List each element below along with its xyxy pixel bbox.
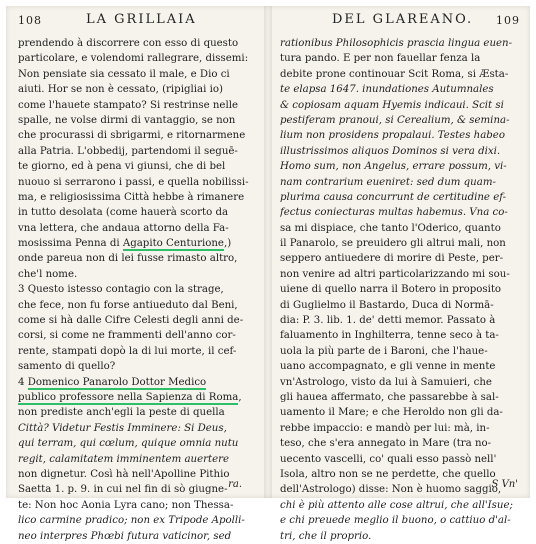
text-line: ma, e religiosissima Città hebbe à rimanere [18,191,245,203]
text-line: onde pareua non di lei fusse rimasto altro, [18,253,238,265]
text-line: te: Non hoc Aonia Lyra cano; non Thessa- [18,499,234,511]
text-line: debite prone continouar Scit Roma, si Æsta- [280,68,509,80]
text-line: & copiosam aquam Hyemis indicaui. Scit si [280,99,504,111]
text-line: dia: P. 3. lib. 1. de' detti memor. Passato à [280,315,496,327]
text-line: nam contrarium eueniret: sed dum quam- [280,176,496,188]
text-line: te giorno, ed à pena vi giunsi, che di bel [18,161,226,173]
text-line [18,390,258,405]
text-line: come si hà dalle Cifre Celesti degli anni de- [18,315,244,327]
text-line: prendendo à discorrere con esso di questo [18,38,239,49]
text-line: te elapsa 1647. inundationes Autumnales [280,84,494,96]
right-page-text [280,36,520,544]
text-line [18,375,258,390]
text-line: non prediste anch'egli la peste di quella [18,407,225,419]
right-page-number: 109 [496,14,520,27]
text-line: pestiferam pranoui, si Cerealium, & semina- [280,114,510,126]
text-line: che fece, non fu forse antiueduto dal Beni, [18,299,238,311]
text-line: in tutto desolata (come hauerà scorto da [18,207,229,219]
text-line: Isola, altro non se ne perdette, che quello [280,468,496,480]
left-page-text [18,36,258,544]
right-page [268,6,530,542]
left-running-head [18,12,258,34]
text-line: tri, che il proprio. [280,530,372,542]
left-page [6,6,268,542]
right-catchword: S Vn' [491,479,518,490]
text-line: nuouo si serrarono i passi, e quella nobilissi- [18,176,249,188]
highlighted-text: publico professore nella Sapienza di Roma [18,391,239,403]
text-line: non venire ad altri particolarizzando mi sou- [280,268,510,280]
right-running-title: DEL GLAREANO. [332,12,474,27]
text-line: rente, stampati dopò la di lui morte, il cef- [18,345,237,357]
text-line: alla Patria. L'obbedij, partendomi il seguē- [18,145,238,157]
text-line: come l'hauete stampato? Si restrinse nelle [18,99,239,111]
text-line: Non pensiate sia cessato il male, e Dio ci [18,68,230,80]
text-line [18,236,258,251]
text-line: Saetta 1. p. 9. in cui nel fin di sò giugne- [18,484,228,496]
text-line: qui terram, qui cœlum, quique omnia nutu [18,438,239,450]
text-line: uiene di quello narra il Botero in proposito [280,284,502,296]
text-line: samento di quello? [18,361,116,373]
text-line: Città? Videtur Festis Imminere: Si Deus, [18,422,227,434]
text-line: e chi preuede meglio il buono, o cattiuo d'al- [280,515,511,527]
text-line: lico carmine pradico; non ex Tripode Apolli- [18,515,245,527]
text-line: spalle, ne volse dirmi di vantaggio, se non [18,114,236,126]
text-line: di Guglielmo il Bastardo, Duca di Normā- [280,299,494,311]
highlighted-text: Domenico Panarolo Dottor Medico [27,376,207,388]
highlighted-text: Agapito Centurione [122,238,224,250]
text-line: uola la più parte de i Baroni, che l'haue- [280,345,488,357]
text-line: plurima causa concurrunt de certitudine ef- [280,191,507,203]
text-line: rationibus Philosophicis prascia lingua euen- [280,38,513,49]
text-line: Homo sum, non Angelus, errare possum, vi- [280,161,507,173]
text-line: rebbe impaccio: e mandò per lui: mà, in- [280,422,490,434]
text-segment: , [238,391,242,403]
left-page-number: 108 [18,14,42,27]
text-line: corsi, si come ne frammenti dell'anno cor- [18,330,236,342]
right-running-head [280,12,520,34]
text-line: uecento vascelli, co' quali esso passò nell' [280,453,497,465]
book-spread [6,6,530,542]
text-line: regit, calamitatem imminentem auertere [18,453,230,465]
text-line: dell'Astrologo) disse: Non è huomo saggio, [280,484,502,496]
text-line: chi è più attento alle cose altrui, che all'Isue; [280,499,513,511]
text-line: uamento il Mare; e che Heroldo non gli da- [280,407,503,419]
text-line: fectus coniecturas multas habemus. Vna co- [280,207,508,219]
text-line: gli hauea affermato, che passarebbe à sal- [280,391,499,403]
text-line: uano accompagnato, e gli venne in mente [280,361,496,373]
text-line: tura pando. E per non fauellar fenza la [280,53,481,65]
text-line: seppero antiuedere di morire di Peste, per- [280,253,504,265]
text-segment: mosissima Penna di [18,238,123,250]
left-running-title: LA GRILLAIA [86,12,197,27]
text-segment: 4 [18,376,28,388]
text-line: teso, che s'era annegato in Mare (tra no- [280,438,492,450]
text-line: che procurassi di sbrigarmi, e ritornarmene [18,130,246,142]
text-line: il Panarolo, se preuidero gli altrui mali, non [280,238,506,250]
left-catchword: ra. [228,479,242,490]
text-line: sa mi dispiace, che tanto l'Oderico, quanto [280,222,501,234]
text-line: che'l nome. [18,268,78,280]
text-line: non dignetur. Così hà nell'Apolline Pithio [18,468,230,480]
text-segment: ,) [223,238,232,250]
text-line: vn'Astrologo, visto da lui à Samuieri, che [280,376,492,388]
text-line: 3 Questo istesso contagio con la strage, [18,284,224,296]
text-line: illustrissimos aliquos Dominos si vera dixi. [280,145,501,157]
text-line: aiuti. Hor se non è cessato, (ripigliai io) [18,84,223,96]
text-line: faluamento in Inghilterra, tenne seco à ta- [280,330,499,342]
text-line: neo interpres Phœbi futura vaticinor, sed [18,530,232,542]
text-line: lium non prosidens propalaui. Testes habeo [280,130,505,142]
text-line: particolare, e volendomi rallegrare, dissemi: [18,53,249,65]
text-line: vna lettera, che andaua attorno della Fa- [18,222,229,234]
